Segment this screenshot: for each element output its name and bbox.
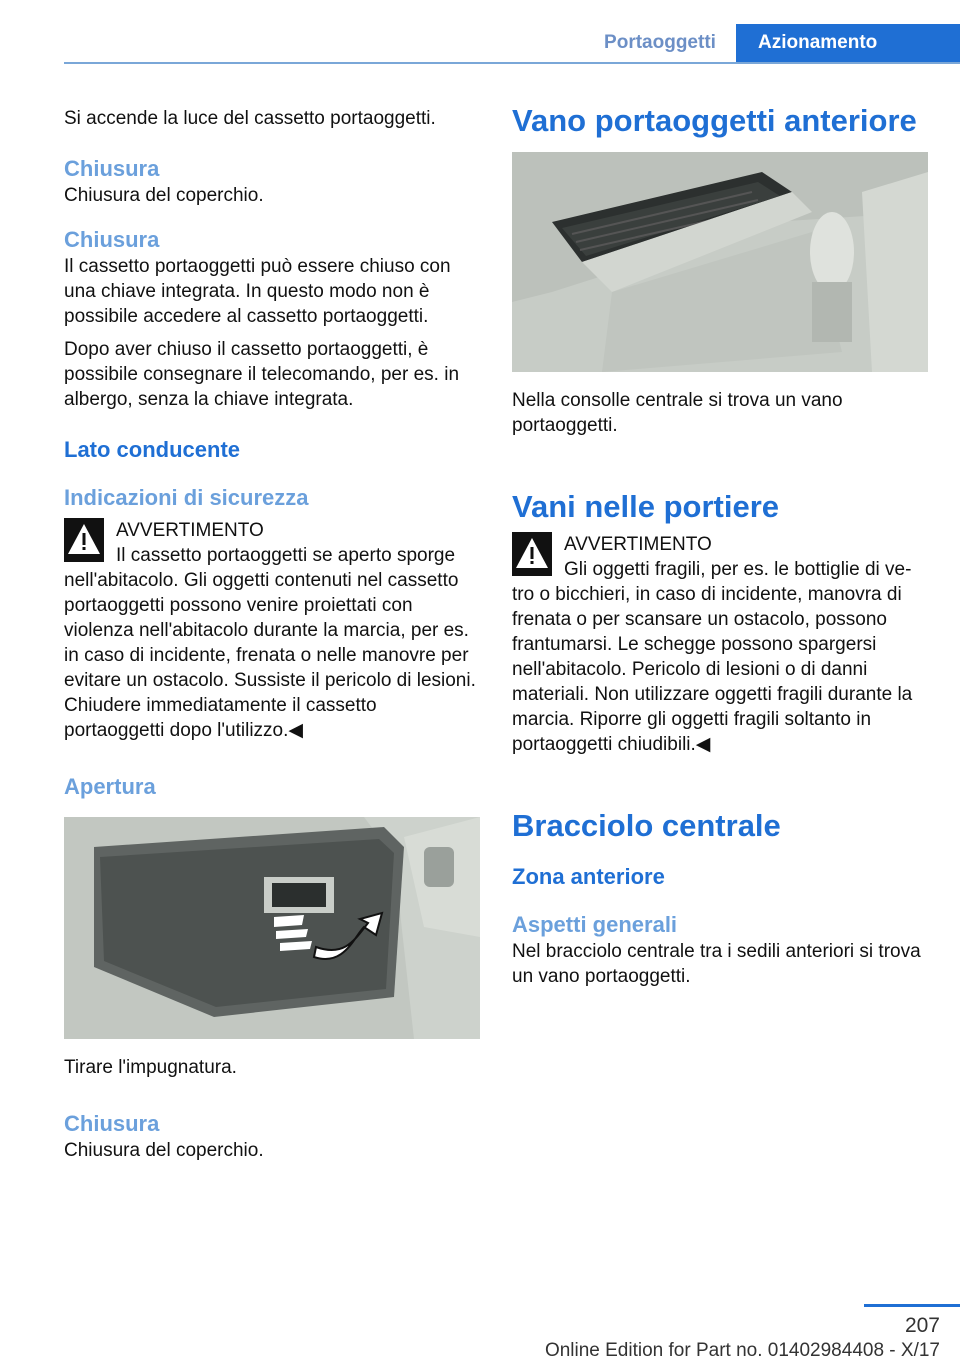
door-storage-heading: Vani nelle portiere: [512, 489, 780, 524]
chapter-tab: Azionamento: [736, 24, 960, 62]
opening-caption: Tirare l'impugnatura.: [64, 1057, 237, 1078]
right-column: [512, 96, 928, 989]
general-heading: Aspetti generali: [512, 912, 678, 937]
door-warning-text: tro o bicchieri, in caso di incidente, manovra di frenata o per scansare un ostacolo, possono frantumarsi. Le schegge possono spargersi nell'abitacolo. Pericolo di lesioni o di danni materiali. Non utilizzare oggetti fragili durante la marcia. Riporre gli oggetti fragili soltanto in portaoggetti chiudibili.◀: [512, 584, 913, 755]
safety-heading: Indicazioni di sicurezza: [64, 485, 309, 510]
glovebox-illustration: [64, 817, 480, 1039]
footer-rule: [864, 1304, 960, 1307]
left-column: [64, 96, 480, 1163]
warning-first-line: Il cassetto portaoggetti se aperto sporge: [116, 545, 456, 566]
front-storage-heading: Vano portaoggetti anteriore: [512, 103, 917, 138]
door-warning-first-line: Gli oggetti fragili, per es. le bottiglie di ve-: [564, 559, 912, 580]
opening-heading: Apertura: [64, 774, 156, 799]
door-warning-block: [512, 532, 928, 757]
driver-side-heading: Lato conducente: [64, 437, 241, 462]
front-area-heading: Zona anteriore: [512, 864, 665, 889]
console-illustration: [512, 152, 928, 372]
warning-icon: [512, 532, 552, 576]
door-warning-label: AVVERTIMENTO: [564, 534, 712, 555]
intro-text: Si accende la luce del cassetto portaoggetti.: [64, 108, 436, 129]
section-tab: Portaoggetti: [604, 32, 716, 53]
edition-footer: Online Edition for Part no. 01402984408 - X/17: [544, 1340, 940, 1361]
warning-text: nell'abitacolo. Gli oggetti contenuti nel cassetto portaoggetti possono venire proiettati con violenza nell'abitacolo durante la marcia, per es. in caso di incidente, frenata o nelle manovre per evitare un ostacolo. Sussiste il pericolo di lesioni. Chiudere immediatamente il cassetto portaoggetti dopo l'utilizzo.◀: [64, 570, 476, 741]
front-storage-text: Nella consolle centrale si trova un vano portaoggetti.: [512, 390, 843, 436]
locking-heading: Chiusura: [64, 227, 160, 252]
locking-paragraph-2: Dopo aver chiuso il cassetto portaoggetti, è possibile consegnare il telecomando, per es. in albergo, senza la chiave integrata.: [64, 339, 460, 410]
general-text: Nel bracciolo centrale tra i sedili anteriori si trova un vano portaoggetti.: [512, 941, 921, 987]
closing-text: Chiusura del coperchio.: [64, 185, 264, 206]
page-number: 207: [904, 1314, 940, 1337]
closing-text-2: Chiusura del coperchio.: [64, 1140, 264, 1161]
console-photo: [512, 152, 928, 372]
closing-heading-2: Chiusura: [64, 1111, 160, 1136]
locking-paragraph-1: Il cassetto portaoggetti può essere chiuso con una chiave integrata. In questo modo non è possibile accedere al cassetto portaoggetti.: [64, 256, 451, 327]
glovebox-photo: [64, 817, 480, 1039]
warning-icon: [64, 518, 104, 562]
closing-heading: Chiusura: [64, 156, 160, 181]
header-rule: [64, 62, 960, 64]
armrest-heading: Bracciolo centrale: [512, 808, 781, 843]
warning-block: [64, 518, 480, 743]
warning-label: AVVERTIMENTO: [116, 520, 264, 541]
